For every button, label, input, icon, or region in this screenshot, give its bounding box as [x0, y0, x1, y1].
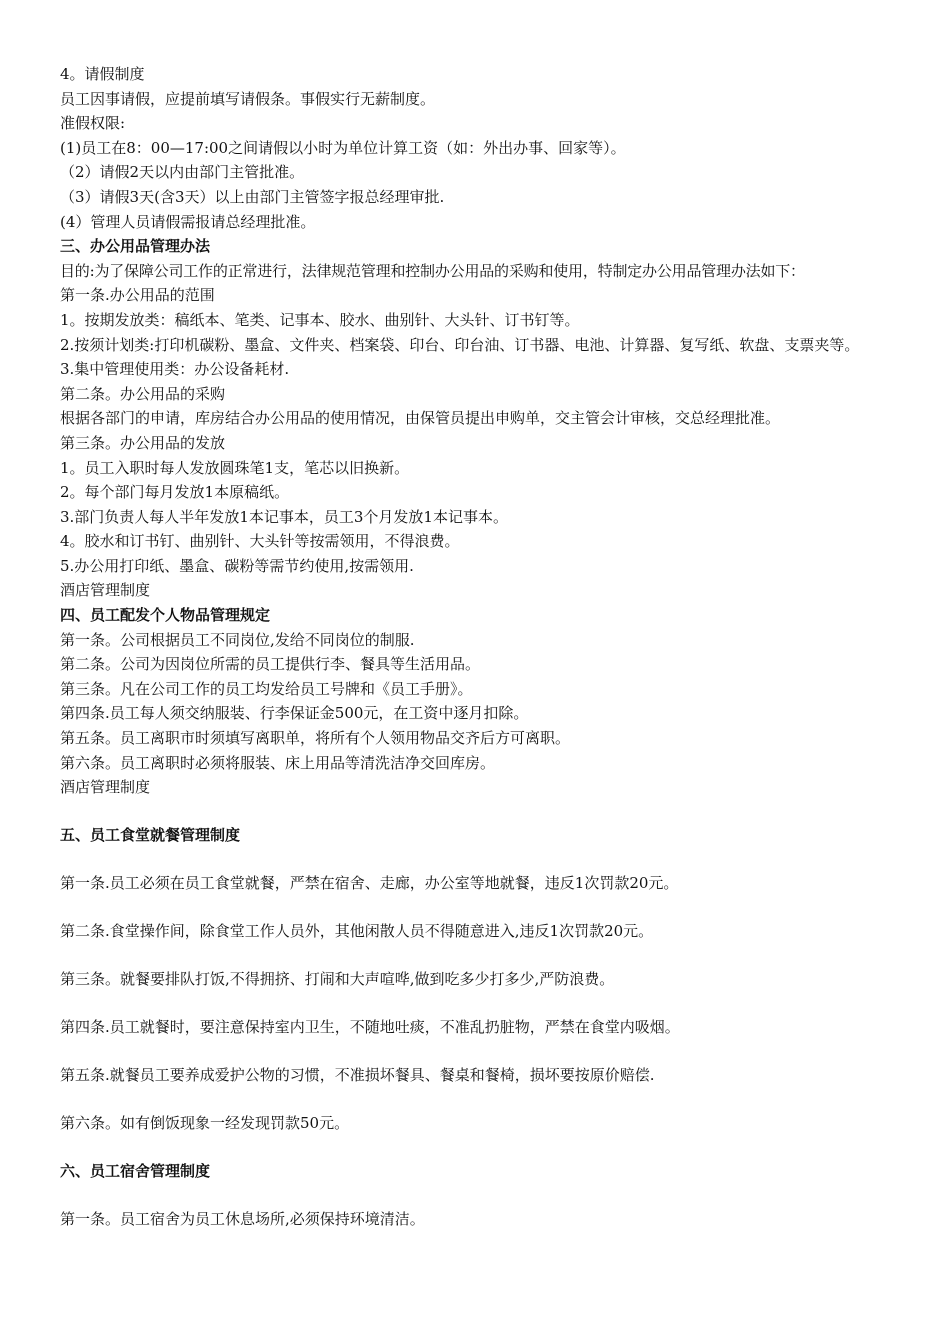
- section-footer: 酒店管理制度: [60, 778, 151, 797]
- leave-authority-item: (4）管理人员请假需报请总经理批准。: [60, 212, 316, 231]
- article-title: 第三条。办公用品的发放: [60, 433, 226, 452]
- section-footer: 酒店管理制度: [60, 581, 151, 600]
- list-item: 2。每个部门每月发放1本原稿纸。: [60, 483, 290, 502]
- leave-authority-item: (1)员工在8：00—17:00之间请假以小时为单位计算工资（如：外出办事、回家等）。: [60, 138, 626, 157]
- purpose-text: 目的:为了保障公司工作的正常进行，法律规范管理和控制办公用品的采购和使用，特制定办公用品管理办法如下：: [60, 261, 805, 280]
- list-item: 1。员工入职时每人发放圆珠笔1支，笔芯以旧换新。: [60, 458, 410, 477]
- article-text: 第二条.食堂操作间，除食堂工作人员外，其他闲散人员不得随意进入,违反1次罚款20元。: [60, 922, 654, 941]
- article-text: 第三条。凡在公司工作的员工均发给员工号牌和《员工手册》。: [60, 679, 473, 698]
- document-page: [60, 62, 910, 1232]
- list-item: 1。按期发放类：稿纸本、笔类、记事本、胶水、曲别针、大头针、订书钉等。: [60, 310, 580, 329]
- leave-policy-title: 4。请假制度: [60, 65, 145, 83]
- section-heading: 四、员工配发个人物品管理规定: [60, 606, 271, 625]
- article-text: 第四条.员工每人须交纳服装、行李保证金500元，在工资中逐月扣除。: [60, 704, 529, 723]
- list-item: 5.办公用打印纸、墨盒、碳粉等需节约使用,按需领用.: [60, 556, 414, 575]
- article-title: 第一条.办公用品的范围: [60, 286, 215, 305]
- leave-authority-label: 准假权限:: [60, 114, 126, 133]
- article-text: 第五条.就餐员工要养成爱护公物的习惯，不准损坏餐具、餐桌和餐椅，损坏要按原价赔偿.: [60, 1066, 655, 1085]
- leave-authority-item: （3）请假3天(含3天）以上由部门主管签字报总经理审批.: [60, 187, 445, 206]
- list-item: 2.按须计划类:打印机碳粉、墨盒、文件夹、档案袋、印台、印台油、订书器、电池、计算器、复写纸、软盘、支票夹等。: [60, 335, 860, 354]
- article-text: 第六条。员工离职时必须将服装、床上用品等清洗洁净交回库房。: [60, 753, 496, 772]
- section-heading: 五、员工食堂就餐管理制度: [60, 826, 241, 845]
- list-item: 3.部门负责人每人半年发放1本记事本，员工3个月发放1本记事本。: [60, 507, 508, 526]
- article-text: 第一条.员工必须在员工食堂就餐，严禁在宿舍、走廊，办公室等地就餐，违反1次罚款20元。: [60, 874, 679, 893]
- leave-policy-intro: 员工因事请假，应提前填写请假条。事假实行无薪制度。: [60, 89, 436, 108]
- leave-authority-item: （2）请假2天以内由部门主管批准。: [60, 163, 305, 182]
- article-text: 根据各部门的申请，库房结合办公用品的使用情况，由保管员提出申购单，交主管会计审核，交总经理批准。: [60, 409, 781, 428]
- article-text: 第一条。员工宿舍为员工休息场所,必须保持环境清洁。: [60, 1210, 425, 1229]
- article-title: 第二条。办公用品的采购: [60, 384, 226, 403]
- section-heading: 六、员工宿舍管理制度: [60, 1162, 211, 1181]
- article-text: 第五条。员工离职市时须填写离职单，将所有个人领用物品交齐后方可离职。: [60, 729, 571, 748]
- article-text: 第三条。就餐要排队打饭,不得拥挤、打闹和大声喧哗,做到吃多少打多少,严防浪费。: [60, 970, 615, 989]
- list-item: 4。胶水和订书钉、曲别针、大头针等按需领用，不得浪费。: [60, 532, 460, 551]
- list-item: 3.集中管理使用类：办公设备耗材.: [60, 360, 290, 379]
- article-text: 第六条。如有倒饭现象一经发现罚款50元。: [60, 1114, 350, 1133]
- article-text: 第二条。公司为因岗位所需的员工提供行李、餐具等生活用品。: [60, 655, 481, 674]
- article-text: 第一条。公司根据员工不同岗位,发给不同岗位的制服.: [60, 630, 415, 649]
- article-text: 第四条.员工就餐时，要注意保持室内卫生，不随地吐痰，不准乱扔脏物，严禁在食堂内吸烟。: [60, 1018, 680, 1037]
- section-heading: 三、办公用品管理办法: [60, 237, 211, 256]
